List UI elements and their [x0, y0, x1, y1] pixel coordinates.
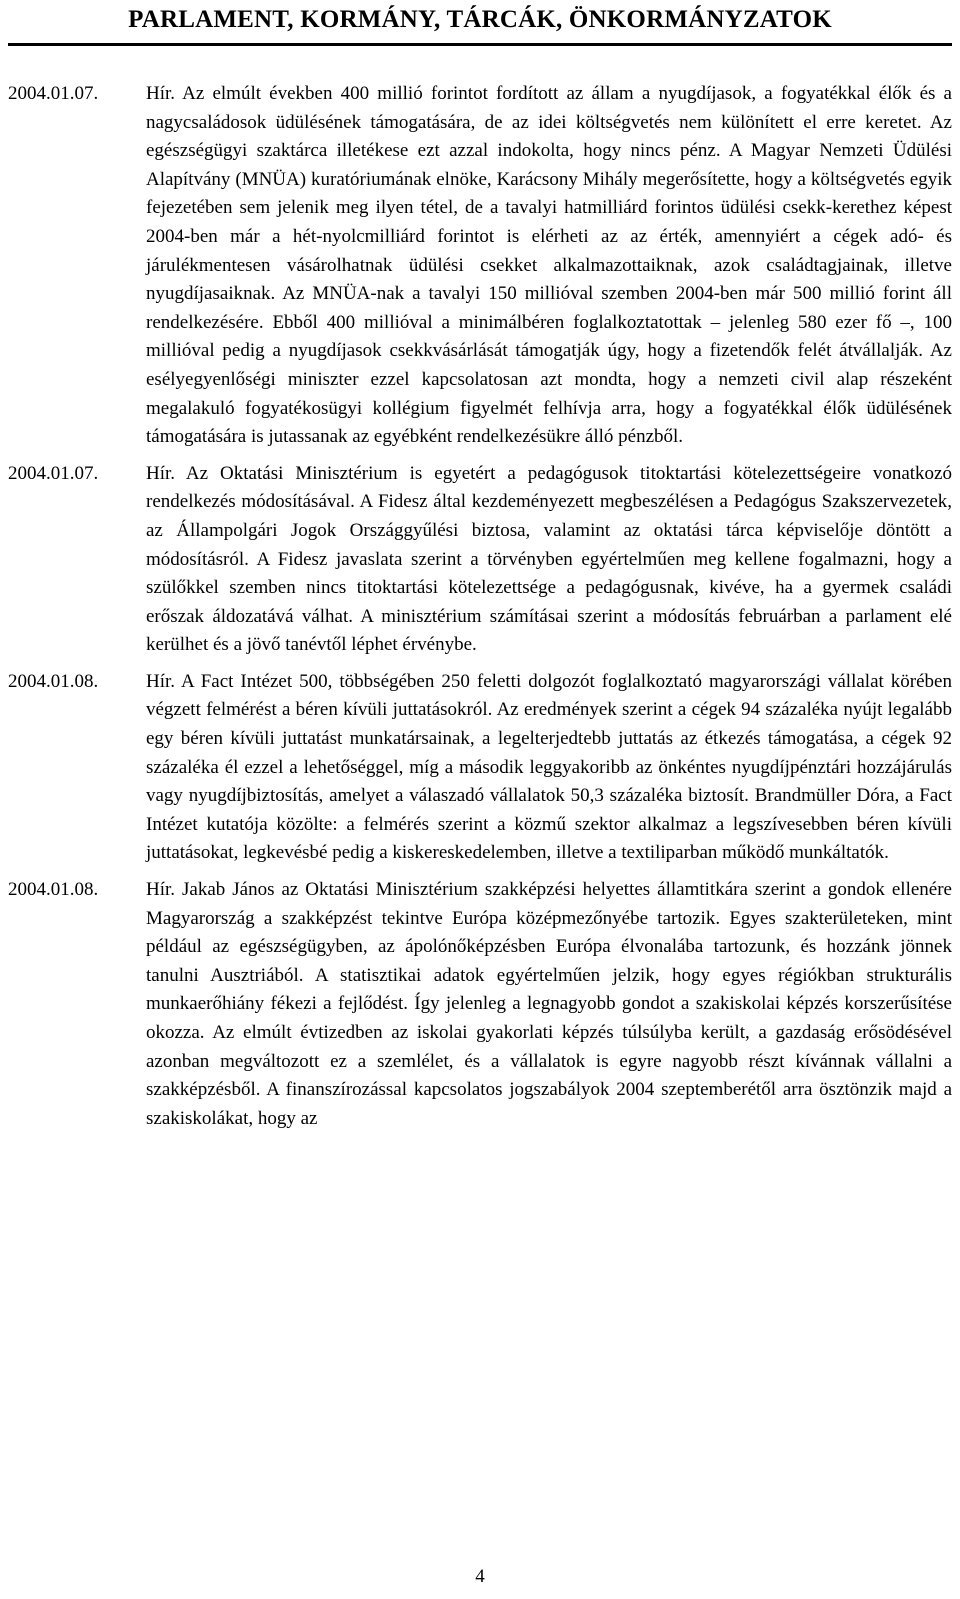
entry-date: 2004.01.08. — [8, 879, 99, 901]
page-number: 4 — [475, 1566, 485, 1587]
news-list — [8, 80, 952, 1141]
news-entry — [8, 876, 952, 1133]
news-entry — [8, 668, 952, 868]
news-entry — [8, 460, 952, 660]
entry-text: Hír. A Fact Intézet 500, többségében 250 feletti dolgozót foglalkoztató magyarországi vállalat körében végzett felmérést a béren kívüli juttatásokról. Az eredmények szerint a cégek 94 százaléka nyújt legalább egy béren kívüli juttatást munkatársainak, a legelterjedtebb juttatás az étkezés támogatása, a cégek 92 százaléka él ezzel a lehetőséggel, míg a második leggyakoribb az önkéntes nyugdíjpénztári hozzájárulás vagy nyugdíjbiztosítás, amelyet a válaszadó vállalatok 50,3 százaléka biztosít. Brandmüller Dóra, a Fact Intézet kutatója közölte: a felmérés szerint a közmű szektor alkalmaz a legszívesebben béren kívüli juttatásokat, legkevésbé pedig a kiskereskedelemben, illetve a textiliparban működő munkáltatók. — [146, 670, 952, 864]
entry-date: 2004.01.08. — [8, 670, 99, 692]
entry-date: 2004.01.07. — [8, 462, 99, 484]
entry-text: Hír. Jakab János az Oktatási Minisztérium szakképzési helyettes államtitkára szerint a gondok ellenére Magyarország a szakképzést tekintve Európa középmezőnyébe tartozik. Egyes szakterületeken, mint például az egészségügyben, az ápolónőképzésben Európa élvonalába tartozunk, és hozzánk jönnek tanulni Ausztriából. A statisztikai adatok egyértelműen jelzik, hogy egyes régiókban strukturális munkaerőhiány fékezi a fejlődést. Így jelenleg a legnagyobb gondot a szakiskolai képzés korszerűsítése okozza. Az elmúlt évtizedben az iskolai gyakorlati képzés túlsúlyba került, a gazdaság erősödésével azonban megváltozott ez a szemlélet, és a vállalatok is egyre nagyobb részt kívánnak vállalni a szakképzésből. A finanszírozással kapcsolatos jogszabályok 2004 szeptemberétől arra ösztönzik majd a szakiskolákat, hogy az — [146, 879, 952, 1129]
entry-text: Hír. Az Oktatási Minisztérium is egyetért a pedagógusok titoktartási kötelezettségeire vonatkozó rendelkezés módosításával. A Fidesz által kezdeményezett megbeszélésen a Pedagógus Szakszervezetek, az Állampolgári Jogok Országgyűlési biztosa, valamint az oktatási tárca képviselője döntött a módosításról. A Fidesz javaslata szerint a törvényben egyértelműen meg kellene fogalmazni, hogy a szülőkkel szemben nincs titoktartási kötelezettsége a pedagógusnak, kivéve, ha a gyermek családi erőszak áldozatává válhat. A minisztérium számításai szerint a módosítás februárban a parlament elé kerülhet és a jövő tanévtől léphet érvénybe. — [146, 462, 952, 656]
entry-date: 2004.01.07. — [8, 83, 99, 104]
entry-text: Hír. Az elmúlt években 400 millió forintot fordított az állam a nyugdíjasok, a fogyatékkal élők és a nagycsaládosok üdülésének támogatására, de az idei költségvetés nem különített el erre keretet. Az egészségügyi szaktárca illetékese ezt azzal indokolta, hogy nincs pénz. A Magyar Nemzeti Üdülési Alapítvány (MNÜA) kuratóriumának elnöke, Karácsony Mihály megerősítette, hogy a költségvetés egyik fejezetében sem jelenik meg ilyen tétel, de a tavalyi hatmilliárd forintos üdülési csekk-kerethez képest 2004-ben már a hét-nyolcmilliárd forintot is elérheti az az érték, amennyiért a cégek adó- és járulékmentesen vásárolhatnak üdülési csekket alkalmazottaiknak, azok családtagjainak, illetve nyugdíjasaiknak. Az MNÜA-nak a tavalyi 150 millióval szemben 2004-ben már 500 millió forint áll rendelkezésére. Ebből 400 millióval a minimálbéren foglalkoztatottak – jelenleg 580 ezer fő –, 100 millióval pedig a nyugdíjasok csekkvásárlását támogatják úgy, hogy a fizetendők felét átvállalják. Az esélyegyenlőségi miniszter ezzel kapcsolatosan azt mondta, hogy a nemzeti civil alap részeként megalakuló fogyatékosügyi kollégium figyelmét felhívja arra, hogy a fogyatékkal élők üdülésének támogatására is jutassanak az egyébként rendelkezésükre álló pénzből. — [146, 83, 952, 448]
header-divider — [8, 43, 952, 46]
page-header-title: PARLAMENT, KORMÁNY, TÁRCÁK, ÖNKORMÁNYZATOK — [128, 6, 832, 33]
news-entry — [8, 80, 952, 452]
